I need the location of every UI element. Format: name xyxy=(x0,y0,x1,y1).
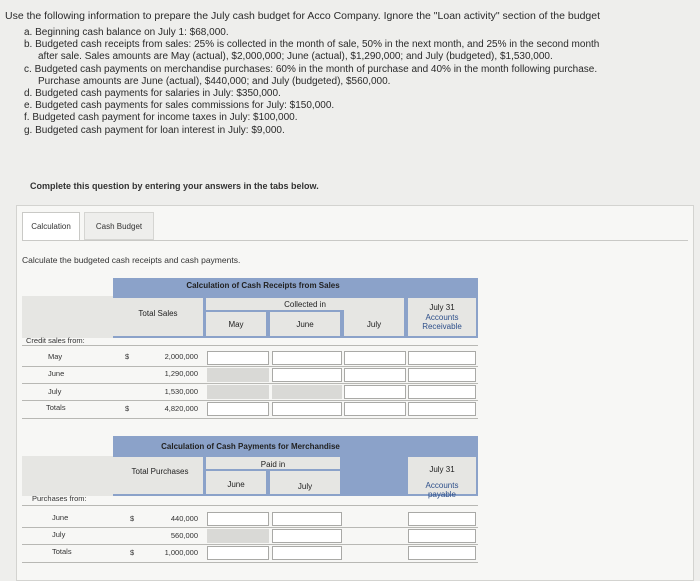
receipts-ar-line2: Accounts xyxy=(425,313,459,322)
receipts-total-july-input[interactable] xyxy=(344,402,406,416)
tab-cash-budget[interactable]: Cash Budget xyxy=(84,212,154,240)
payments-paid-in: Paid in xyxy=(260,460,286,469)
receipts-label-header xyxy=(22,296,113,338)
receipts-june-july-input[interactable] xyxy=(344,368,406,382)
receipts-may-july-input[interactable] xyxy=(344,351,406,365)
receipts-july-july-input[interactable] xyxy=(344,385,406,399)
payments-row-june-dollar: $ xyxy=(130,514,135,523)
instructions-text: Use the following information to prepare the July cash budget for Acco Company. Ignore the "Loan activity" section of the budget xyxy=(5,10,601,22)
receipts-ar-line3: Receivable xyxy=(422,322,462,331)
payments-ap-line3: payable xyxy=(427,490,457,499)
payments-row-totals-value: 1,000,000 xyxy=(164,548,198,557)
payments-section-label: Purchases from: xyxy=(32,494,87,503)
payments-june-june-input[interactable] xyxy=(207,512,269,526)
payments-total-col: Total Purchases xyxy=(131,467,189,476)
payments-row-july-label: July xyxy=(52,530,66,539)
receipts-june-june-input[interactable] xyxy=(272,368,342,382)
receipts-ar-line1: July 31 xyxy=(429,303,455,312)
receipts-may-may-input[interactable] xyxy=(207,351,269,365)
receipts-june-ar-input[interactable] xyxy=(408,368,476,382)
receipts-col-may: May xyxy=(228,320,244,329)
payments-total-ap-input[interactable] xyxy=(408,546,476,560)
receipts-row-june-label: June xyxy=(48,369,65,378)
receipts-total-ar-input[interactable] xyxy=(408,402,476,416)
receipts-row-totals-dollar: $ xyxy=(125,404,130,413)
item-f: f. Budgeted cash payment for income taxes in July: $100,000. xyxy=(24,112,298,124)
payments-july-ap-input[interactable] xyxy=(408,529,476,543)
receipts-total-may-input[interactable] xyxy=(207,402,269,416)
item-c: c. Budgeted cash payments on merchandise purchases: 60% in the month of purchase and 40% in the month following purchase. xyxy=(24,63,598,75)
complete-prompt: Complete this question by entering your answers in the tabs below. xyxy=(30,181,319,191)
receipts-may-ar-input[interactable] xyxy=(408,351,476,365)
receipts-row-may-label: May xyxy=(48,352,63,361)
receipts-col-june: June xyxy=(296,320,314,329)
receipts-col-july: July xyxy=(366,320,382,329)
payments-row-june-value: 440,000 xyxy=(170,514,198,523)
item-c-cont: Purchase amounts are June (actual), $440,000; and July (budgeted), $560,000. xyxy=(38,75,391,87)
item-d: d. Budgeted cash payments for salaries in July: $350,000. xyxy=(24,88,281,100)
receipts-title: Calculation of Cash Receipts from Sales xyxy=(186,281,340,290)
item-a: a. Beginning cash balance on July 1: $68,000. xyxy=(24,27,229,38)
receipts-row-july-value: 1,530,000 xyxy=(164,387,198,396)
payments-total-july-input[interactable] xyxy=(272,546,342,560)
receipts-row-july-label: July xyxy=(48,387,62,396)
payments-june-july-input[interactable] xyxy=(272,512,342,526)
payments-july-july-input[interactable] xyxy=(272,529,342,543)
item-b: b. Budgeted cash receipts from sales: 25% is collected in the month of sale, 50% in the next month, and 25% in the second month xyxy=(24,39,600,51)
item-b-cont: after sale. Sales amounts are May (actual), $2,000,000; June (actual), $1,290,000; and July (budgeted), $1,530,000. xyxy=(38,51,553,63)
item-g: g. Budgeted cash payment for loan interest in July: $9,000. xyxy=(24,124,285,136)
receipts-total-col: Total Sales xyxy=(138,309,178,318)
payments-ap-line1: July 31 xyxy=(429,465,455,474)
info-list xyxy=(24,27,694,137)
panel-subtitle: Calculate the budgeted cash receipts and cash payments. xyxy=(22,255,241,265)
payments-col-june: June xyxy=(227,480,245,489)
payments-june-ap-input[interactable] xyxy=(408,512,476,526)
receipts-row-totals-value: 4,820,000 xyxy=(164,404,198,413)
payments-total-june-input[interactable] xyxy=(207,546,269,560)
payments-row-totals-dollar: $ xyxy=(130,548,135,557)
receipts-may-june-input[interactable] xyxy=(272,351,342,365)
payments-ap-line2: Accounts xyxy=(425,481,459,490)
payments-row-july-value: 560,000 xyxy=(170,531,198,540)
receipts-section-label: Credit sales from: xyxy=(26,336,85,345)
tab-calculation[interactable]: Calculation xyxy=(22,212,80,240)
payments-label-header xyxy=(22,456,113,496)
receipts-row-may-dollar: $ xyxy=(125,352,130,361)
receipts-row-totals-label: Totals xyxy=(46,403,66,412)
receipts-collected-in: Collected in xyxy=(284,300,326,309)
receipts-row-may-value: 2,000,000 xyxy=(164,352,198,361)
receipts-total-june-input[interactable] xyxy=(272,402,342,416)
tab-divider xyxy=(22,240,688,241)
receipts-row-june-value: 1,290,000 xyxy=(164,369,198,378)
payments-row-june-label: June xyxy=(52,513,69,522)
payments-col-july: July xyxy=(297,482,313,491)
payments-row-totals-label: Totals xyxy=(52,547,72,556)
receipts-july-ar-input[interactable] xyxy=(408,385,476,399)
payments-title: Calculation of Cash Payments for Merchandise xyxy=(161,442,340,451)
item-e: e. Budgeted cash payments for sales commissions for July: $150,000. xyxy=(24,100,335,112)
